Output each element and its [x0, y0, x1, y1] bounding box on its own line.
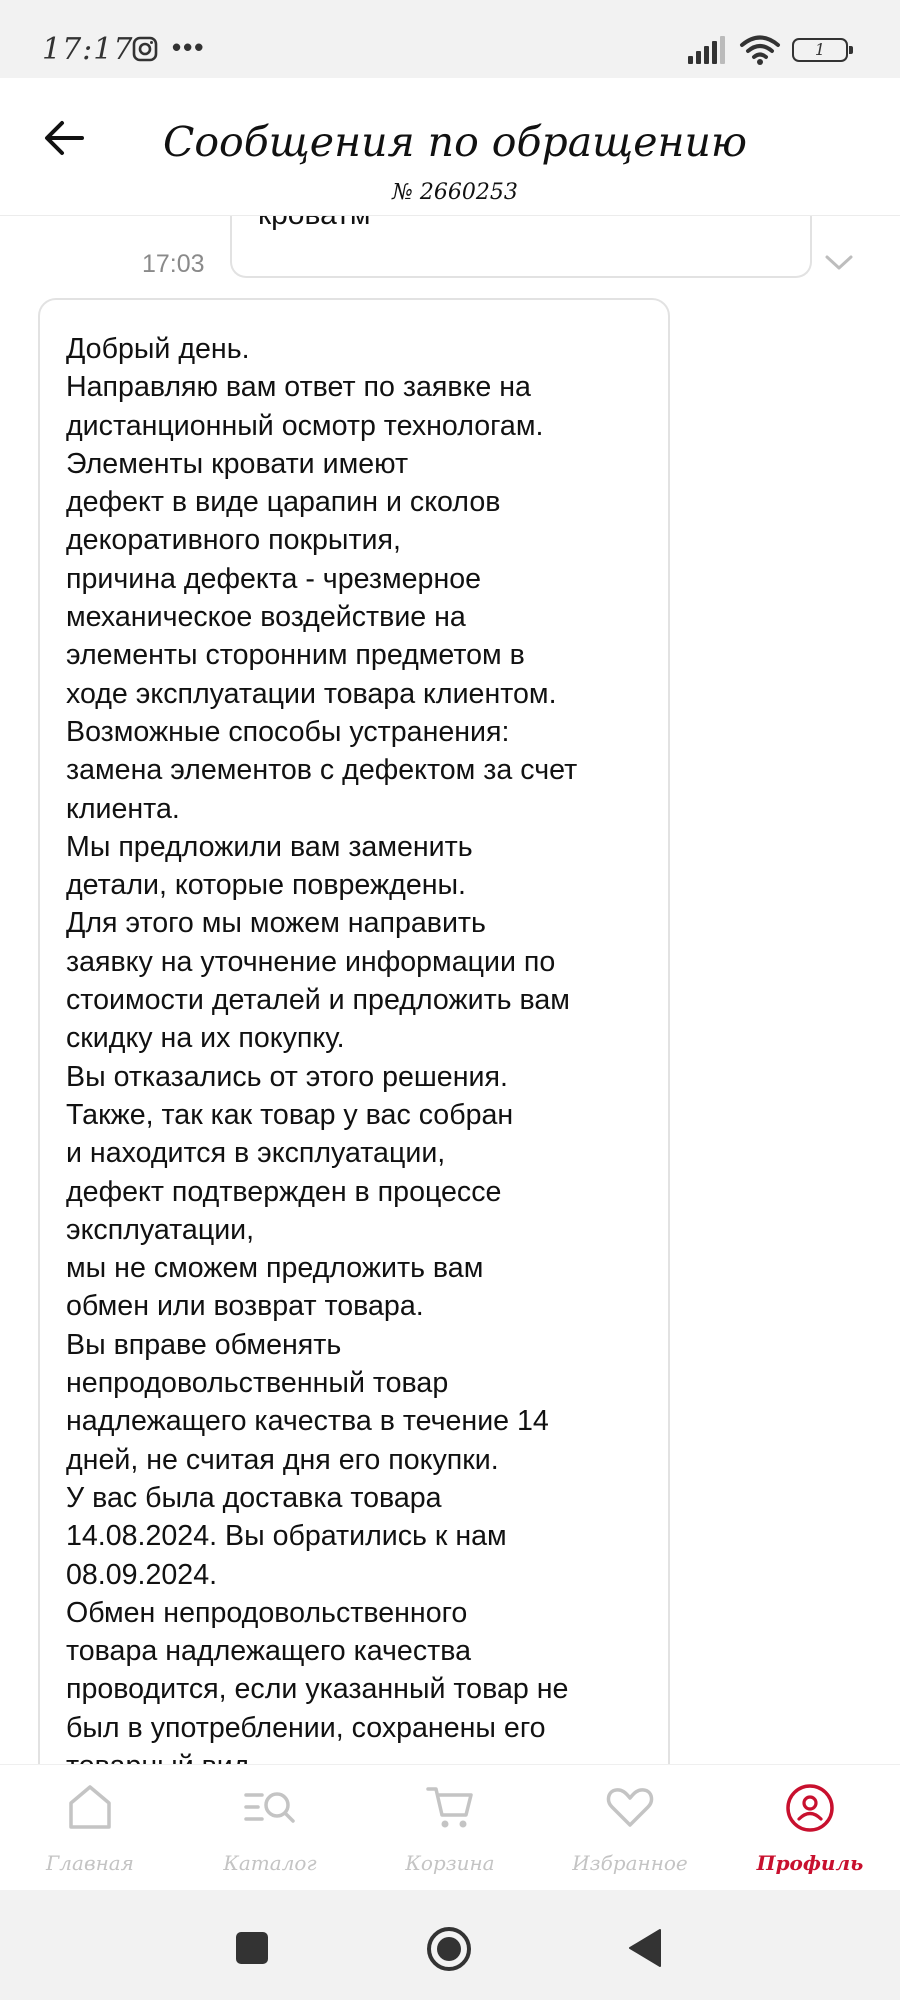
message-line: и находится в эксплуатации, — [66, 1137, 446, 1170]
nav-label-profile: Профиль — [756, 1851, 864, 1875]
message-line: Для этого мы можем направить — [66, 907, 486, 940]
message-line: дней, не считая дня его покупки. — [66, 1443, 499, 1476]
catalog-search-icon — [244, 1781, 296, 1833]
more-notifications-icon: ••• — [172, 32, 206, 62]
profile-icon — [784, 1781, 836, 1833]
message-line: дефект подтвержден в процессе — [66, 1175, 502, 1208]
message-line: У вас была доставка товара — [66, 1481, 442, 1514]
message-line: обмен или возврат товара. — [66, 1290, 424, 1323]
header — [0, 78, 900, 216]
message-line: ходе эксплуатации товара клиентом. — [66, 677, 557, 710]
status-bar — [0, 0, 900, 78]
message-line: Мы предложили вам заменить — [66, 830, 473, 863]
nav-item-profile[interactable] — [720, 1765, 900, 1891]
system-nav-bar — [0, 1890, 900, 2000]
home-button-icon[interactable] — [426, 1926, 472, 1972]
message-line: Вы отказались от этого решения. — [66, 1060, 508, 1093]
message-line: Элементы кровати имеют — [66, 447, 409, 480]
message-line: клиента. — [66, 792, 180, 825]
message-line: 08.09.2024. — [66, 1558, 218, 1591]
page-title: Сообщения по обращению — [163, 118, 747, 166]
incoming-message — [38, 298, 670, 1898]
nav-label-catalog: Каталог — [223, 1851, 317, 1875]
nav-label-cart: Корзина — [405, 1851, 495, 1875]
wifi-icon — [740, 34, 780, 66]
message-line: эксплуатации, — [66, 1213, 255, 1246]
message-line: Возможные способы устранения: — [66, 715, 510, 748]
nav-item-cart[interactable] — [360, 1765, 540, 1891]
message-line: дистанционный осмотр технологам. — [66, 409, 544, 442]
back-triangle-icon[interactable] — [628, 1928, 662, 1968]
incoming-message-text — [66, 330, 644, 1785]
cart-icon — [424, 1781, 476, 1833]
message-line: механическое воздействие на — [66, 601, 466, 634]
message-line: Направляю вам ответ по заявке на — [66, 371, 531, 404]
message-line: элементы сторонним предметом в — [66, 639, 525, 672]
message-line: товара надлежащего качества — [66, 1635, 472, 1668]
message-line: непродовольственный товар — [66, 1367, 449, 1400]
message-line: скидку на их покупку. — [66, 1022, 345, 1055]
check-icon — [824, 252, 854, 274]
home-icon — [64, 1781, 116, 1833]
message-line: 14.08.2024. Вы обратились к нам — [66, 1520, 507, 1553]
status-time: 17:17 — [42, 32, 134, 67]
battery-icon: 1 — [792, 38, 848, 62]
message-line: декоративного покрытия, — [66, 524, 401, 557]
message-line: стоимости деталей и предложить вам — [66, 984, 570, 1017]
heart-icon — [604, 1781, 656, 1833]
instagram-icon — [132, 36, 158, 62]
signal-icon — [688, 36, 730, 64]
nav-label-favorites: Избранное — [572, 1851, 688, 1875]
message-line: мы не сможем предложить вам — [66, 1252, 484, 1285]
message-line: Также, так как товар у вас собран — [66, 1098, 514, 1131]
message-line: Добрый день. — [66, 333, 250, 365]
nav-label-home: Главная — [46, 1851, 134, 1875]
message-line: проводится, если указанный товар не — [66, 1673, 569, 1706]
message-line: надлежащего качества в течение 14 — [66, 1405, 549, 1438]
message-line: замена элементов с дефектом за счет — [66, 754, 578, 787]
message-line: заявку на уточнение информации по — [66, 945, 556, 978]
bottom-nav — [0, 1764, 900, 1890]
chat-area[interactable] — [0, 216, 900, 1764]
message-line: был в употреблении, сохранены его — [66, 1711, 546, 1744]
message-line: Вы вправе обменять — [66, 1328, 342, 1361]
ticket-number: № 2660253 — [392, 180, 518, 205]
recent-apps-icon[interactable] — [236, 1932, 268, 1964]
message-line: причина дефекта - чрезмерное — [66, 562, 482, 595]
nav-item-home[interactable] — [0, 1765, 180, 1891]
message-line: дефект в виде царапин и сколов — [66, 486, 501, 519]
message-line: детали, которые повреждены. — [66, 869, 467, 902]
nav-item-catalog[interactable] — [180, 1765, 360, 1891]
message-line: Обмен непродовольственного — [66, 1596, 468, 1629]
nav-item-favorites[interactable] — [540, 1765, 720, 1891]
back-arrow-icon[interactable] — [42, 116, 86, 160]
message-time: 17:03 — [142, 250, 205, 278]
